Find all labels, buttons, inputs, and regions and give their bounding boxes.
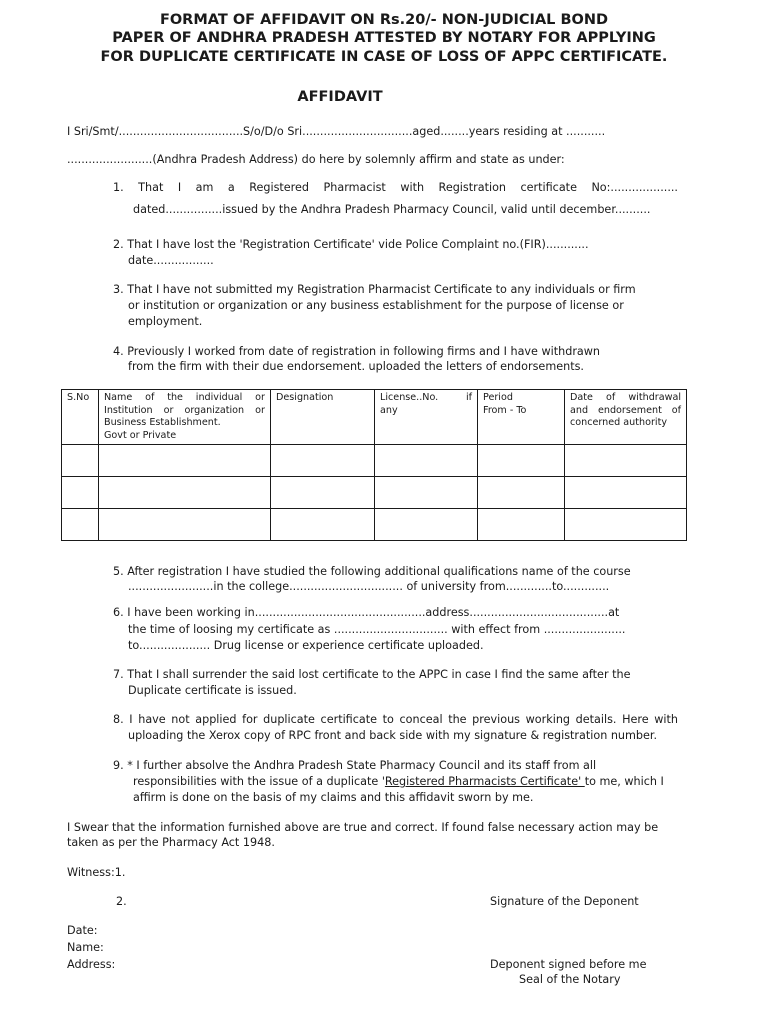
cell-sno[interactable] xyxy=(62,509,99,541)
item-3-line-1: 3. That I have not submitted my Registration Pharmacist Certificate to any individuals or firm xyxy=(113,283,636,296)
swear-line-2: taken as per the Pharmacy Act 1948. xyxy=(67,836,275,849)
cell-license[interactable] xyxy=(375,509,478,541)
item-2-line-1: 2. That I have lost the 'Registration Certificate' vide Police Complaint no.(FIR)............ xyxy=(113,238,589,251)
cell-date[interactable] xyxy=(565,477,687,509)
cell-date[interactable] xyxy=(565,509,687,541)
header-name: Name of the individual or Institution or organization or Business Establishment. Govt or Private xyxy=(99,390,271,445)
item-9-line-2: responsibilities with the issue of a duplicate 'Registered Pharmacists Certificate' to me, which I xyxy=(133,775,664,788)
item-2-line-2: date................. xyxy=(128,254,214,267)
cell-designation[interactable] xyxy=(271,477,375,509)
item-6-line-1: 6. I have been working in................................................address.......................................at xyxy=(113,606,620,619)
item-3-line-3: employment. xyxy=(128,315,203,328)
header-designation: Designation xyxy=(271,390,375,445)
swear-line-1: I Swear that the information furnished above are true and correct. If found false necessary action may be xyxy=(67,821,659,834)
header-period: Period From - To xyxy=(478,390,565,445)
cell-designation[interactable] xyxy=(271,509,375,541)
cell-period[interactable] xyxy=(478,477,565,509)
table-row[interactable] xyxy=(62,445,687,477)
item-9-line-3: affirm is done on the basis of my claims and this affidavit sworn by me. xyxy=(133,791,534,804)
item-8-line-1: 8. I have not applied for duplicate certificate to conceal the previous working details. Here with xyxy=(113,713,678,726)
header-sno: S.No xyxy=(62,390,99,445)
item-6-line-2: the time of loosing my certificate as ................................ with effect from ....................... xyxy=(128,623,626,636)
address-label: Address: xyxy=(67,958,116,971)
cell-name[interactable] xyxy=(99,445,271,477)
employment-table xyxy=(61,389,687,541)
cell-license[interactable] xyxy=(375,445,478,477)
item-6-line-3: to.................... Drug license or experience certificate uploaded. xyxy=(128,639,484,652)
deponent-signed-before-me: Deponent signed before me xyxy=(490,958,647,971)
name-label: Name: xyxy=(67,941,104,954)
cell-designation[interactable] xyxy=(271,445,375,477)
item-1-line-1: 1. That I am a Registered Pharmacist with Registration certificate No:................... xyxy=(113,181,678,194)
item-7-line-1: 7. That I shall surrender the said lost certificate to the APPC in case I find the same after the xyxy=(113,668,631,681)
witness-2-label: 2. xyxy=(116,895,127,908)
title-line-2: PAPER OF ANDHRA PRADESH ATTESTED BY NOTARY FOR APPLYING xyxy=(112,30,656,46)
date-label: Date: xyxy=(67,924,98,937)
cell-license[interactable] xyxy=(375,477,478,509)
item-1-line-2: dated................issued by the Andhra Pradesh Pharmacy Council, valid until december.......... xyxy=(133,203,651,216)
header-date-withdrawal: Date of withdrawal and endorsement of concerned authority xyxy=(565,390,687,445)
table-row[interactable] xyxy=(62,477,687,509)
cell-name[interactable] xyxy=(99,509,271,541)
title-line-3: FOR DUPLICATE CERTIFICATE IN CASE OF LOSS OF APPC CERTIFICATE. xyxy=(100,49,668,65)
registered-pharmacists-certificate-text: Registered Pharmacists Certificate' xyxy=(384,775,585,788)
table-row[interactable] xyxy=(62,509,687,541)
item-4-line-2: from the firm with their due endorsement. uploaded the letters of endorsements. xyxy=(128,360,584,373)
cell-period[interactable] xyxy=(478,445,565,477)
signature-of-deponent: Signature of the Deponent xyxy=(490,895,639,908)
item-7-line-2: Duplicate certificate is issued. xyxy=(128,684,297,697)
item-9-line-1: 9. * I further absolve the Andhra Pradesh State Pharmacy Council and its staff from all xyxy=(113,759,597,772)
header-license: License..No. if any xyxy=(375,390,478,445)
intro-line-1: I Sri/Smt/...................................S/o/D/o Sri...............................aged........years residing at ........... xyxy=(67,125,606,138)
title-line-1: FORMAT OF AFFIDAVIT ON Rs.20/- NON-JUDICIAL BOND xyxy=(159,12,609,28)
cell-sno[interactable] xyxy=(62,477,99,509)
cell-name[interactable] xyxy=(99,477,271,509)
item-8-line-2: uploading the Xerox copy of RPC front and back side with my signature & registration number. xyxy=(128,729,658,742)
intro-line-2: ........................(Andhra Pradesh Address) do here by solemnly affirm and state as under: xyxy=(67,153,565,166)
seal-of-notary: Seal of the Notary xyxy=(519,973,621,986)
cell-date[interactable] xyxy=(565,445,687,477)
item-3-line-2: or institution or organization or any business establishment for the purpose of license or xyxy=(128,299,624,312)
table-header-row xyxy=(62,390,687,445)
item-4-line-1: 4. Previously I worked from date of registration in following firms and I have withdrawn xyxy=(113,345,601,358)
cell-period[interactable] xyxy=(478,509,565,541)
witness-1-label: Witness:1. xyxy=(67,866,126,879)
affidavit-heading: AFFIDAVIT xyxy=(297,89,383,105)
item-5-line-2: ........................in the college................................ of university from.............to............. xyxy=(128,580,610,593)
cell-sno[interactable] xyxy=(62,445,99,477)
item-5-line-1: 5. After registration I have studied the following additional qualifications name of the course xyxy=(113,565,631,578)
